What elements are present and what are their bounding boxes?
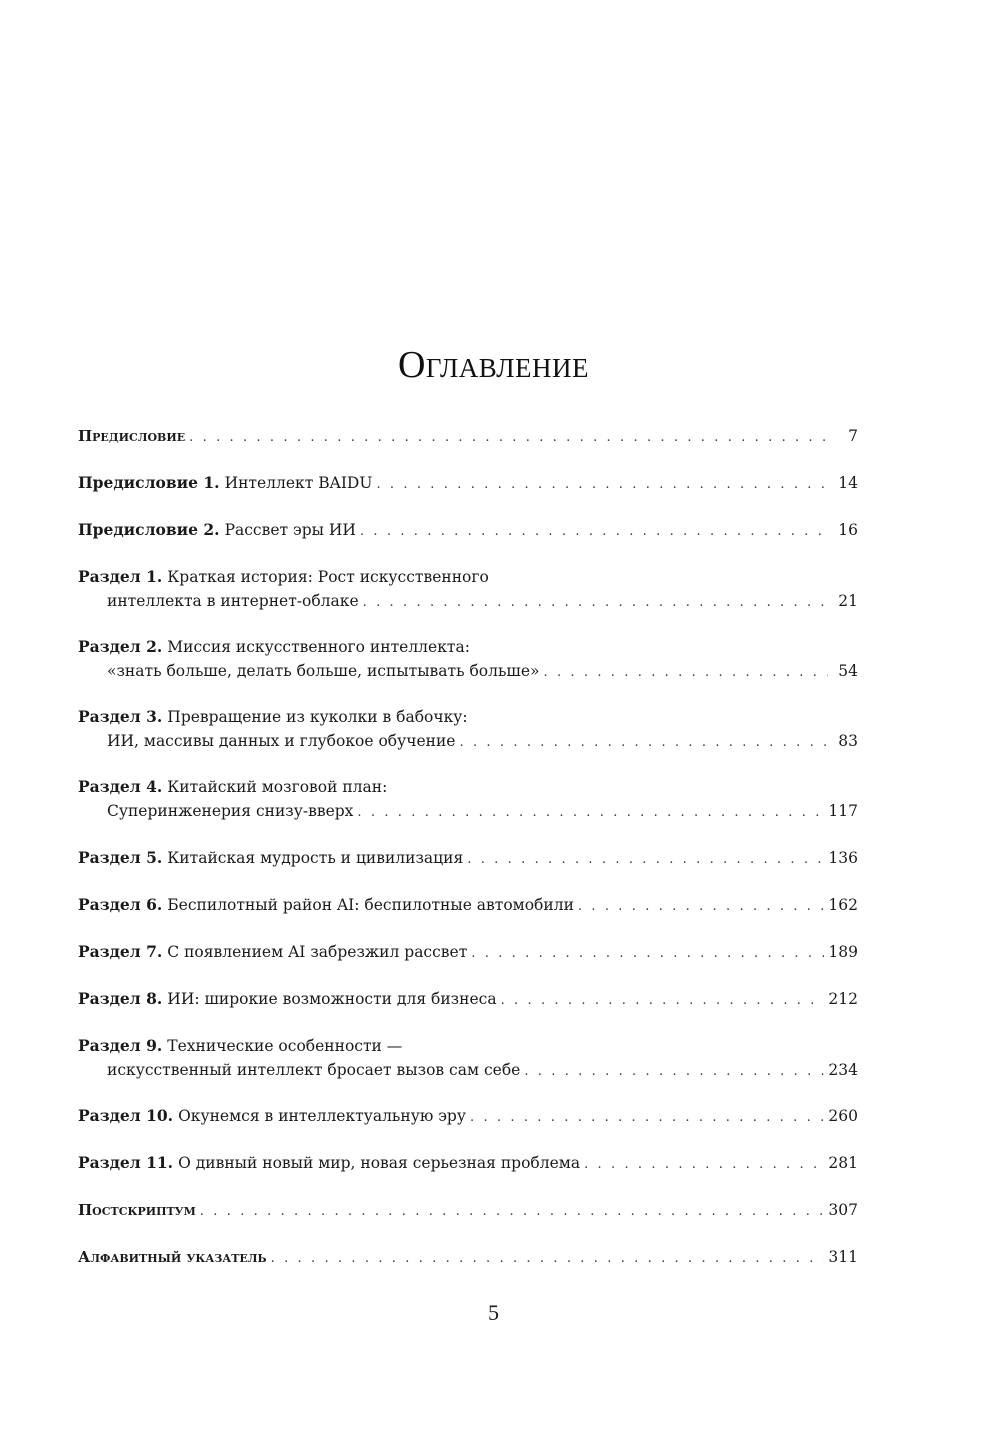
toc-leader-dots [357, 802, 824, 824]
toc-leader-dots [363, 592, 828, 614]
toc-entry[interactable] [78, 894, 858, 918]
toc-page-number: 136 [828, 849, 858, 867]
page-number: 5 [488, 1300, 499, 1325]
toc-entry[interactable] [78, 425, 858, 449]
toc-leader-dots [460, 732, 829, 754]
toc-entry-label: Раздел 6. [78, 895, 163, 914]
toc-leader-dots [376, 474, 828, 496]
toc-entry[interactable] [78, 566, 858, 614]
toc-leader-dots [543, 662, 828, 684]
toc-leader-dots [501, 990, 825, 1012]
toc-page-number: 162 [828, 896, 858, 914]
toc-entry[interactable] [78, 847, 858, 871]
toc-page-number: 83 [838, 732, 858, 750]
toc-entry[interactable] [78, 1246, 858, 1270]
toc-page-number: 117 [828, 802, 858, 820]
toc-entry-title: Миссия искусственного интеллекта: [167, 638, 470, 656]
toc-leader-dots [189, 427, 828, 449]
toc-page-number: 54 [838, 662, 858, 680]
toc-entry-label: Предисловие [78, 427, 186, 445]
toc-entry-title: Краткая история: Рост искусственного [167, 568, 489, 586]
toc-entry[interactable] [78, 519, 858, 543]
toc-entry[interactable] [78, 941, 858, 965]
toc-entry-label: Постскриптум [78, 1201, 196, 1219]
toc-page-number: 7 [848, 427, 858, 445]
toc-leader-dots [271, 1248, 825, 1270]
toc-leader-dots [578, 896, 825, 918]
toc-entry-title: С появлением AI забрезжил рассвет [167, 943, 468, 961]
toc-entry-label: Раздел 1. [78, 567, 163, 586]
toc-entry[interactable] [78, 776, 858, 824]
toc-entry[interactable] [78, 988, 858, 1012]
toc-entry-label: Предисловие 2. [78, 520, 220, 539]
toc-entry-label: Раздел 11. [78, 1153, 174, 1172]
toc-leader-dots [524, 1061, 824, 1083]
toc-entry-label: Раздел 5. [78, 848, 163, 867]
toc-entry[interactable] [78, 472, 858, 496]
toc-leader-dots [360, 521, 828, 543]
toc-entry-title: Суперинженерия снизу-вверх [107, 802, 354, 820]
toc-entry[interactable] [78, 1035, 858, 1083]
toc-page-number: 234 [828, 1061, 858, 1079]
toc-entry[interactable] [78, 1199, 858, 1223]
toc-entry-label: Раздел 7. [78, 942, 163, 961]
toc-page-number: 260 [828, 1107, 858, 1125]
toc-leader-dots [467, 849, 824, 871]
toc-entry-title: искусственный интеллект бросает вызов сам себе [107, 1061, 521, 1079]
toc-entry-title: ИИ: широкие возможности для бизнеса [167, 990, 497, 1008]
toc-entry-label: Предисловие 1. [78, 473, 220, 492]
toc-entry-label: Раздел 8. [78, 989, 163, 1008]
toc-entry-label: Раздел 2. [78, 637, 163, 656]
toc-entry-label: Раздел 10. [78, 1106, 174, 1125]
page-title: Оглавление [397, 344, 590, 386]
toc-leader-dots [200, 1201, 825, 1223]
toc-entry-title: ИИ, массивы данных и глубокое обучение [107, 732, 456, 750]
toc-entry-title: Рассвет эры ИИ [224, 521, 356, 539]
toc-entry[interactable] [78, 1152, 858, 1176]
toc-entry-label: Раздел 9. [78, 1036, 163, 1055]
toc-page-number: 281 [828, 1154, 858, 1172]
toc-leader-dots [471, 943, 824, 965]
toc-leader-dots [470, 1107, 824, 1129]
toc-entry-label: Раздел 3. [78, 707, 163, 726]
toc-entry[interactable] [78, 706, 858, 754]
toc-page-number: 16 [838, 521, 858, 539]
toc-page-number: 21 [838, 592, 858, 610]
toc-page-number: 307 [828, 1201, 858, 1219]
toc-page-number: 189 [828, 943, 858, 961]
toc-entry-title: Китайский мозговой план: [167, 778, 388, 796]
toc-entry-title: Окунемся в интеллектуальную эру [178, 1107, 466, 1125]
toc-entry-title: Беспилотный район AI: беспилотные автомобили [167, 896, 574, 914]
toc-leader-dots [584, 1154, 824, 1176]
toc-entry-title: интеллекта в интернет-облаке [107, 592, 359, 610]
toc-entry-label: Алфавитный указатель [78, 1248, 267, 1266]
toc-entry-title: Превращение из куколки в бабочку: [167, 708, 468, 726]
toc-entry[interactable] [78, 1105, 858, 1129]
toc-page-number: 311 [828, 1248, 858, 1266]
toc-page-number: 212 [828, 990, 858, 1008]
toc-entry-label: Раздел 4. [78, 777, 163, 796]
toc-entry[interactable] [78, 636, 858, 684]
toc-entry-title: Технические особенности — [167, 1037, 403, 1055]
toc-entry-title: «знать больше, делать больше, испытывать больше» [107, 662, 540, 680]
toc-entry-title: О дивный новый мир, новая серьезная проблема [178, 1154, 581, 1172]
toc-entry-title: Китайская мудрость и цивилизация [167, 849, 464, 867]
toc-entry-title: Интеллект BAIDU [224, 474, 373, 492]
toc-page-number: 14 [838, 474, 858, 492]
